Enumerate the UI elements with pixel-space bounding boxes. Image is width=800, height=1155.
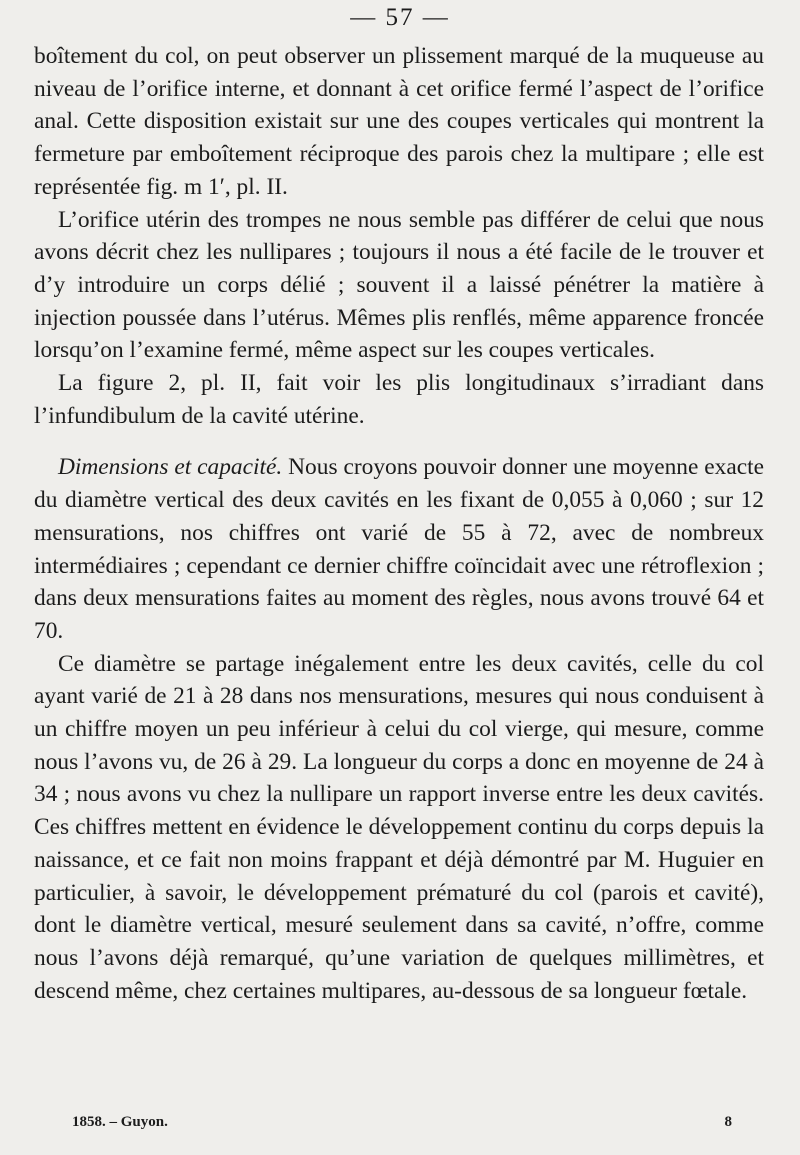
footer-signature: 1858. – Guyon.: [72, 1114, 168, 1130]
paragraph-2: L’orifice utérin des trompes ne nous semble pas différer de celui que nous avons décrit chez les nullipares ; toujours il nous a été facile de le trouver et d’y introduire un corps délié ; souvent il a laissé pénétrer la matière à injection poussée dans l’utérus. Mêmes plis renflés, même apparence froncée lorsqu’on l’examine fermé, même aspect sur les coupes verticales.: [34, 206, 764, 364]
section-title: Dimensions et capacité.: [58, 454, 283, 481]
paragraph-5: Ce diamètre se partage inégalement entre les deux cavités, celle du col ayant varié de 21 à 28 dans nos mensurations, mesures qui nous conduisent à un chiffre moyen un peu inférieur à celui du col vierge, qui mesure, comme nous l’avons vu, de 26 à 29. La longueur du corps a donc en moyenne de 24 à 34 ; nous avons vu chez la nullipare un rapport inverse entre les deux cavités. Ces chiffres mettent en évidence le développement continu du corps depuis la naissance, et ce fait non moins frappant et déjà démontré par M. Huguier en particulier, à savoir, le développement prématuré du col (parois et cavité), dont le diamètre vertical, mesuré seulement dans sa cavité, n’offre, comme nous l’avons déjà remarqué, qu’une variation de quelques millimètres, et descend même, chez certaines multipares, au-dessous de sa longueur fœtale.: [34, 650, 764, 1004]
paragraph-4: [34, 451, 764, 647]
footer: [72, 1114, 732, 1131]
paragraph-3: La figure 2, pl. II, fait voir les plis longitudinaux s’irradiant dans l’infundibulum de la cavité utérine.: [34, 370, 764, 429]
paragraph-4-text: Nous croyons pouvoir donner une moyenne exacte du diamètre vertical des deux cavités en les fixant de 0,055 à 0,060 ; sur 12 mensurations, nos chiffres ont varié de 55 à 72, avec de nombreux intermédiaires ; cependant ce dernier chiffre coïncidait avec une rétroflexion ; dans deux mensurations faites au moment des règles, nous avons trouvé 64 et 70.: [34, 454, 764, 644]
paragraph-1: boîtement du col, on peut observer un plissement marqué de la muqueuse au niveau de l’orifice interne, et donnant à cet orifice fermé l’aspect de l’orifice anal. Cette disposition existait sur une des coupes verticales qui montrent la fermeture par emboîtement réciproque des parois chez la multipare ; elle est représentée fig. m 1′, pl. II.: [34, 43, 764, 200]
page-number: — 57 —: [350, 4, 450, 31]
signature-mark: 8: [724, 1114, 732, 1130]
body-text: [34, 40, 764, 1007]
